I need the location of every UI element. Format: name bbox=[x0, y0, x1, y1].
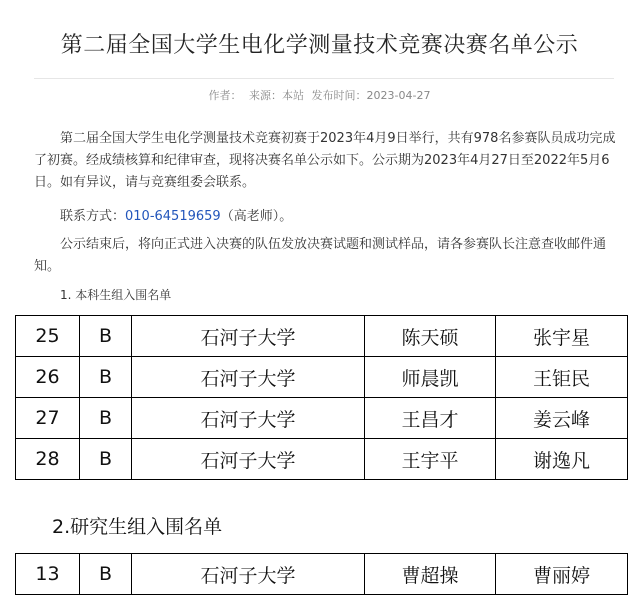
cell-member1: 陈天硕 bbox=[365, 316, 496, 357]
page-title: 第二届全国大学生电化学测量技术竞赛决赛名单公示 bbox=[60, 33, 579, 58]
table-row bbox=[16, 316, 628, 357]
cell-group: B bbox=[80, 554, 132, 595]
meta-published: 发布时间：2023-04-27 bbox=[311, 89, 431, 102]
table-row bbox=[16, 357, 628, 398]
intro-paragraph: 第二届全国大学生电化学测量技术竞赛初赛于2023年4月9日举行，共有978名参赛队员成功完成了初赛。经成绩核算和纪律审查，现将决赛名单公示如下。公示期为2023年4月27日至2022年5月6日。如有异议，请与竞赛组委会联系。 bbox=[34, 131, 616, 190]
contact-phone: 010-64519659 bbox=[125, 209, 221, 224]
section-heading-undergrad: 1. 本科生组入围名单 bbox=[60, 288, 172, 302]
cell-member2: 张宇星 bbox=[496, 316, 628, 357]
graduate-table bbox=[15, 553, 628, 595]
contact-label: 联系方式： bbox=[60, 209, 126, 224]
cell-group: B bbox=[80, 357, 132, 398]
cell-school: 石河子大学 bbox=[132, 316, 365, 357]
meta-source: 来源：本站 bbox=[249, 89, 305, 102]
cell-member2: 谢逸凡 bbox=[496, 439, 628, 480]
cell-no: 13 bbox=[16, 554, 80, 595]
cell-member1: 曹超操 bbox=[365, 554, 496, 595]
table-row bbox=[16, 554, 628, 595]
cell-no: 28 bbox=[16, 439, 80, 480]
cell-member1: 师晨凯 bbox=[365, 357, 496, 398]
cell-no: 27 bbox=[16, 398, 80, 439]
cell-member2: 姜云峰 bbox=[496, 398, 628, 439]
cell-group: B bbox=[80, 398, 132, 439]
table-row bbox=[16, 439, 628, 480]
cell-school: 石河子大学 bbox=[132, 357, 365, 398]
cell-group: B bbox=[80, 439, 132, 480]
cell-school: 石河子大学 bbox=[132, 439, 365, 480]
divider bbox=[34, 78, 614, 79]
cell-member2: 曹丽婷 bbox=[496, 554, 628, 595]
cell-school: 石河子大学 bbox=[132, 398, 365, 439]
section-heading-graduate: 2.研究生组入围名单 bbox=[52, 516, 223, 538]
cell-no: 26 bbox=[16, 357, 80, 398]
undergrad-table bbox=[15, 315, 628, 480]
cell-school: 石河子大学 bbox=[132, 554, 365, 595]
table-row bbox=[16, 398, 628, 439]
article-meta bbox=[0, 87, 639, 103]
cell-group: B bbox=[80, 316, 132, 357]
cell-member2: 王钜民 bbox=[496, 357, 628, 398]
cell-member1: 王宇平 bbox=[365, 439, 496, 480]
meta-author: 作者： bbox=[208, 89, 242, 102]
cell-no: 25 bbox=[16, 316, 80, 357]
contact-person: （高老师）。 bbox=[220, 209, 293, 224]
cell-member1: 王昌才 bbox=[365, 398, 496, 439]
contact-paragraph bbox=[34, 206, 619, 228]
notice-paragraph: 公示结束后，将向正式进入决赛的队伍发放决赛试题和测试样品，请各参赛队长注意查收邮件通知。 bbox=[34, 237, 607, 274]
